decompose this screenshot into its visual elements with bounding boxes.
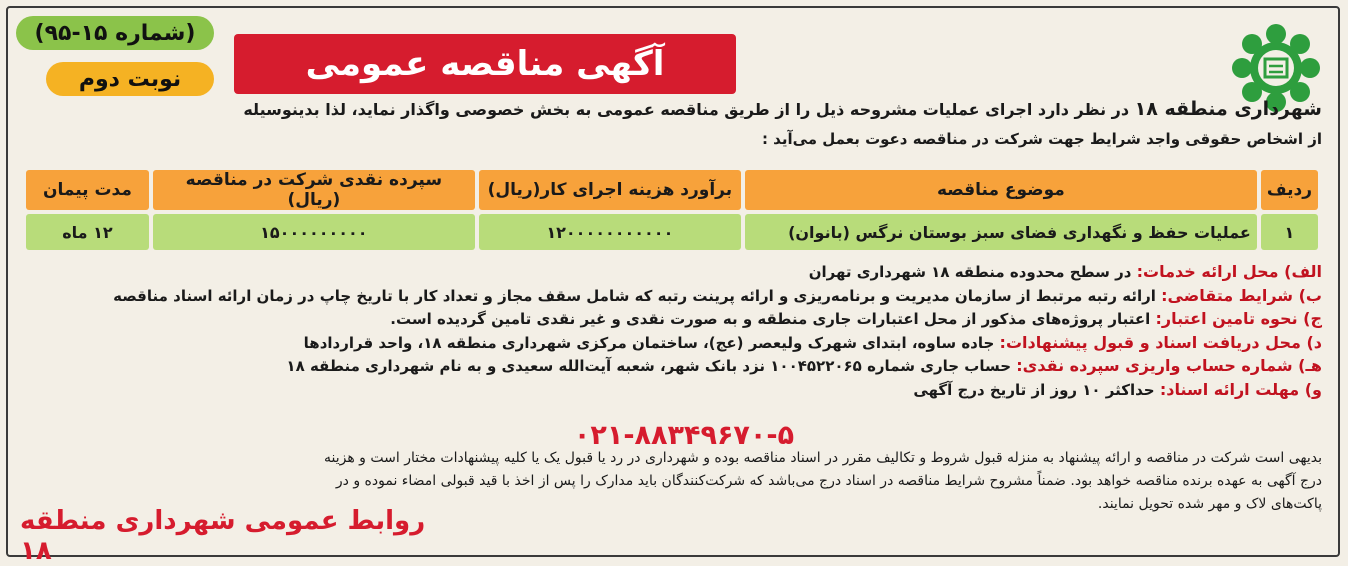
footer-line: درج آگهی به عهده برنده مناقصه خواهد بود. ضمناً مشروح شرایط مناقصه در اسناد درج می‌باشد که شرکت‌کنندگان باید مدارک را پس از اخذ با قید قبولی امضاء نموده و در — [335, 473, 1322, 489]
column-header-row-number: ردیف — [1261, 170, 1318, 210]
footer-line: پاکت‌های لاک و مهر شده تحویل نمایند. — [1097, 496, 1322, 512]
organization-name: شهرداری منطقه ۱۸ — [1134, 98, 1322, 120]
item-label: ب) شرایط متقاضی: — [1161, 285, 1322, 305]
item-text: حداکثر ۱۰ روز از تاریخ درج آگهی — [913, 380, 1160, 399]
footer-line: بدیهی است شرکت در مناقصه و ارائه پیشنهاد به منزله قبول شروط و تکالیف مقرر در اسناد مناقصه بوده و شهرداری در رد یا قبول یک یا کلیه پیشنهادات مختار است و هزینه — [323, 450, 1322, 466]
table-header-row — [26, 170, 1318, 210]
list-item — [22, 307, 1322, 331]
list-item — [22, 378, 1322, 402]
list-item — [22, 260, 1322, 284]
list-item — [22, 331, 1322, 355]
item-label: الف) محل ارائه خدمات: — [1136, 262, 1322, 281]
conditions-list — [22, 260, 1322, 401]
intro-line-1-text: در نظر دارد اجرای عملیات مشروحه ذیل را از طریق مناقصه عمومی به بخش خصوصی واگذار نماید، لذا بدینوسیله — [243, 100, 1135, 119]
item-text: جاده ساوه، ابتدای شهرک ولیعصر (عج)، ساختمان مرکزی شهرداری منطقه ۱۸، واحد قراردادها — [303, 333, 1000, 352]
item-label: ج) نحوه تامین اعتبار: — [1155, 309, 1322, 328]
item-label: د) محل دریافت اسناد و قبول پیشنهادات: — [999, 332, 1322, 352]
list-item — [22, 354, 1322, 378]
column-header-contract-duration: مدت پیمان — [26, 170, 149, 210]
item-label: هـ) شماره حساب واریزی سپرده نقدی: — [1016, 356, 1322, 375]
cash-deposit-cell: ۱۵۰۰۰۰۰۰۰۰۰ — [153, 214, 475, 250]
column-header-subject: موضوع مناقصه — [745, 170, 1257, 210]
tender-table — [22, 166, 1322, 254]
item-label: و) مهلت ارائه اسناد: — [1159, 379, 1322, 399]
subject-cell: عملیات حفظ و نگهداری فضای سبز بوستان نرگس (بانوان) — [745, 214, 1257, 250]
item-text: حساب جاری شماره ۱۰۰۴۵۲۲۰۶۵ نزد بانک شهر، شعبه آیت‌الله سعیدی و به نام شهرداری منطقه ۱۸ — [286, 357, 1017, 375]
item-text: در سطح محدوده منطقه ۱۸ شهرداری تهران — [808, 263, 1137, 281]
item-text: ارائه رتبه مرتبط از سازمان مدیریت و برنامه‌ریزی و ارائه پرینت رتبه که شامل سقف مجاز و تعداد کار با تاریخ چاپ در زمان ارائه اسناد مناقصه — [113, 286, 1162, 305]
contract-duration-cell: ۱۲ ماه — [26, 214, 149, 250]
page-title: آگهی مناقصه عمومی — [234, 34, 736, 94]
table-row — [26, 214, 1318, 250]
intro-line-1 — [22, 98, 1322, 120]
list-item — [22, 284, 1322, 308]
intro-line-2: از اشخاص حقوقی واجد شرایط جهت شرکت در مناقصه دعوت بعمل می‌آید : — [761, 130, 1322, 148]
contact-phone: ۰۲۱-۸۸۳۴۹۶۷۰-۵ — [573, 420, 795, 451]
publication-turn-badge: نوبت دوم — [46, 62, 214, 96]
column-header-estimated-cost: برآورد هزینه اجرای کار(ریال) — [479, 170, 741, 210]
row-number-cell: ۱ — [1261, 214, 1318, 250]
public-relations-signature: روابط عمومی شهرداری منطقه ۱۸ — [20, 506, 426, 566]
item-text: اعتبار پروژه‌های مذکور از محل اعتبارات جاری منطقه و به صورت نقدی و غیر نقدی تامین گردیده است. — [390, 310, 1156, 328]
estimated-cost-cell: ۱۲۰۰۰۰۰۰۰۰۰۰۰ — [479, 214, 741, 250]
column-header-cash-deposit: سپرده نقدی شرکت در مناقصه (ریال) — [153, 170, 475, 210]
tender-number-badge: (شماره ۱۵-۹۵) — [16, 16, 214, 50]
